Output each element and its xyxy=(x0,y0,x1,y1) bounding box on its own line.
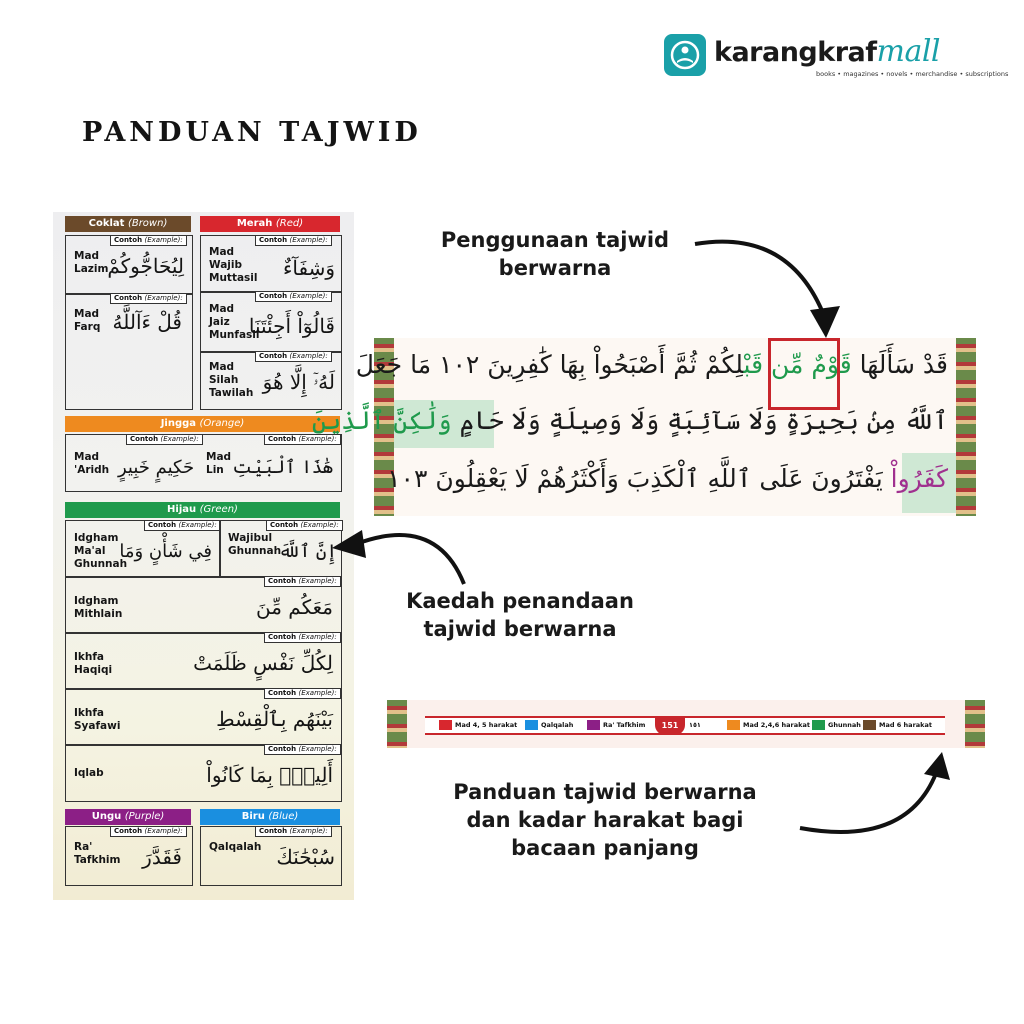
rule-example: بَيْنَهُم بِٱلْقِسْطِ xyxy=(216,707,333,731)
swatch-brown xyxy=(863,720,876,730)
page-border-ornament xyxy=(965,700,985,748)
page-number-arabic: ١٥١ xyxy=(689,721,701,729)
quran-page-excerpt xyxy=(311,338,976,516)
swatch-green xyxy=(812,720,825,730)
legend-item-ra-tafkhim: Ra' Tafkhim xyxy=(587,719,645,731)
example-caption: Contoh (Example): xyxy=(110,826,187,837)
rule-example: إِنَّ ٱللَّهَ xyxy=(278,541,337,562)
quran-line-1: قَدْ سَأَلَهَا قَوْمٌ مِّن قَبْلِكُمْ ثُمَّ أَصْبَحُواْ بِهَا كَٰفِرِينَ ١٠٢ مَا جَعَلَ xyxy=(355,350,948,379)
rule-label-mad-lin: Mad Lin xyxy=(206,451,232,476)
example-caption: Contoh (Example): xyxy=(264,744,341,755)
rule-box-mad-lazim xyxy=(65,235,193,295)
rule-label-mad-aridh: Mad 'Aridh xyxy=(74,451,110,476)
rule-example: مَعَكُم مِّنَ xyxy=(255,595,333,619)
section-header-green: Hijau (Green) xyxy=(65,502,340,518)
example-caption: Contoh (Example): xyxy=(264,632,341,643)
rule-label: Mad Lazim xyxy=(74,250,109,275)
brand-logo xyxy=(664,32,1009,82)
rule-box-idgham-maal xyxy=(65,520,221,578)
curved-arrow-icon xyxy=(680,228,850,348)
rule-box-mad-wajib xyxy=(200,235,342,293)
rule-example-mad-aridh: حَكِيمٍ خَبِيرٍ xyxy=(118,457,195,478)
annotation-colored-guide-harakat: Panduan tajwid berwarna dan kadar harakat bagi bacaan panjang xyxy=(453,780,757,860)
example-caption: Contoh (Example): xyxy=(255,291,332,302)
curved-arrow-icon xyxy=(326,504,476,594)
example-caption: Contoh (Example): xyxy=(255,351,332,362)
example-caption: Contoh (Example): xyxy=(266,520,343,531)
rule-label: Iqlab xyxy=(74,767,104,779)
example-caption: Contoh (Example): xyxy=(110,235,187,246)
quran-line-2: ٱللَّهُ مِنۢ بَحِيرَةٍ وَلَا سَآئِبَةٍ وَلَا وَصِيلَةٍ وَلَا حَامٍ وَلَٰكِنَّ ٱلَّذِينَ xyxy=(311,406,948,435)
rule-example: سُبْحَٰنَكَ xyxy=(276,845,335,869)
legend-item-qalqalah: Qalqalah xyxy=(525,719,573,731)
page-title: PANDUAN TAJWID xyxy=(82,117,422,148)
swatch-purple xyxy=(587,720,600,730)
curved-arrow-icon xyxy=(790,748,960,848)
book-reader-icon xyxy=(664,34,706,76)
rule-box-mad-silah xyxy=(200,351,342,410)
rule-box-mad-farq xyxy=(65,293,193,410)
rule-box-wajibul-ghunnah xyxy=(219,520,342,578)
section-header-blue: Biru (Blue) xyxy=(200,809,340,825)
brand-tagline: books • magazines • novels • merchandise • subscriptions xyxy=(816,70,1009,78)
swatch-blue xyxy=(525,720,538,730)
rule-label: Wajibul Ghunnah xyxy=(228,532,282,557)
example-caption: Contoh (Example): xyxy=(264,434,341,445)
rule-box-orange xyxy=(65,434,342,492)
rule-box-mad-jaiz xyxy=(200,291,342,353)
rule-box-iqlab xyxy=(65,744,342,802)
example-caption: Contoh (Example): xyxy=(144,520,221,531)
rule-label: Idgham Mithlain xyxy=(74,595,123,620)
rule-example: أَلِيمٌۢ بِمَا كَانُواْ xyxy=(206,763,333,787)
brand-name: karangkrafmall xyxy=(714,34,941,69)
legend-item-ghunnah: Ghunnah xyxy=(812,719,861,731)
rule-example: فِي شَأْنٍ وَمَا xyxy=(119,541,212,562)
rule-label: Mad Jaiz Munfasil xyxy=(209,303,260,341)
page-number: 151 xyxy=(655,716,685,735)
rule-label: Ikhfa Haqiqi xyxy=(74,651,113,676)
rule-label: Mad Wajib Muttasil xyxy=(209,246,258,284)
rule-box-ra-tafkhim xyxy=(65,826,193,886)
highlight-box xyxy=(768,338,840,410)
rule-label: Mad Silah Tawilah xyxy=(209,361,254,399)
quran-line-3: كَفَرُواْ يَفْتَرُونَ عَلَى ٱللَّهِ ٱلْكَذِبَ وَأَكْثَرُهُمْ لَا يَعْقِلُونَ ١٠٣ xyxy=(387,464,948,493)
section-header-orange: Jingga (Orange) xyxy=(65,416,340,432)
page-border-ornament xyxy=(387,700,407,748)
rule-box-qalqalah xyxy=(200,826,342,886)
rule-example: لِكُلِّ نَفْسٍ ظَلَمَتْ xyxy=(193,651,333,675)
rule-example: قُلْ ءَآللَّهُ xyxy=(112,310,182,334)
rule-label: Idgham Ma'al Ghunnah xyxy=(74,532,128,570)
example-caption: Contoh (Example): xyxy=(255,235,332,246)
legend-item-mad-6: Mad 6 harakat xyxy=(863,719,932,731)
legend-item-mad-246: Mad 2,4,6 harakat xyxy=(727,719,810,731)
brand-suffix: mall xyxy=(876,34,941,69)
section-header-purple: Ungu (Purple) xyxy=(65,809,191,825)
rule-example: فَقَدَّرَ xyxy=(142,845,182,869)
rule-box-ikhfa-haqiqi xyxy=(65,632,342,690)
rule-label: Qalqalah xyxy=(209,841,262,853)
rule-example-mad-lin: هَٰذَا ٱلْبَيْتِ xyxy=(232,457,333,478)
example-caption: Contoh (Example): xyxy=(126,434,203,445)
rule-label: Mad Farq xyxy=(74,308,101,333)
tajwid-legend-strip xyxy=(387,700,985,748)
rule-label: Ra' Tafkhim xyxy=(74,841,121,866)
section-header-red: Merah (Red) xyxy=(200,216,340,232)
annotation-marking-method: Kaedah penandaan tajwid berwarna xyxy=(406,589,634,641)
example-caption: Contoh (Example): xyxy=(110,293,187,304)
example-caption: Contoh (Example): xyxy=(264,688,341,699)
legend-item-mad-45: Mad 4, 5 harakat xyxy=(439,719,517,731)
rule-label: Ikhfa Syafawi xyxy=(74,707,121,732)
annotation-colored-tajwid-usage: Penggunaan tajwid berwarna xyxy=(440,228,670,280)
swatch-red xyxy=(439,720,452,730)
example-caption: Contoh (Example): xyxy=(264,576,341,587)
rule-example: وَشِفَآءٌ xyxy=(282,256,335,280)
rule-example: قَالُوٓاْ أَجِئْتَنَا xyxy=(248,314,335,338)
section-header-brown: Coklat (Brown) xyxy=(65,216,191,232)
rule-box-ikhfa-syafawi xyxy=(65,688,342,746)
example-caption: Contoh (Example): xyxy=(255,826,332,837)
page-border-ornament xyxy=(956,338,976,516)
swatch-orange xyxy=(727,720,740,730)
tajwid-guide-card xyxy=(53,212,354,900)
rule-example: لِيُحَاجُّوكُمْ xyxy=(107,254,184,278)
rule-example: لَهُۥٓ إِلَّا هُوَ xyxy=(262,370,335,394)
rule-box-idgham-mithlain xyxy=(65,576,342,634)
